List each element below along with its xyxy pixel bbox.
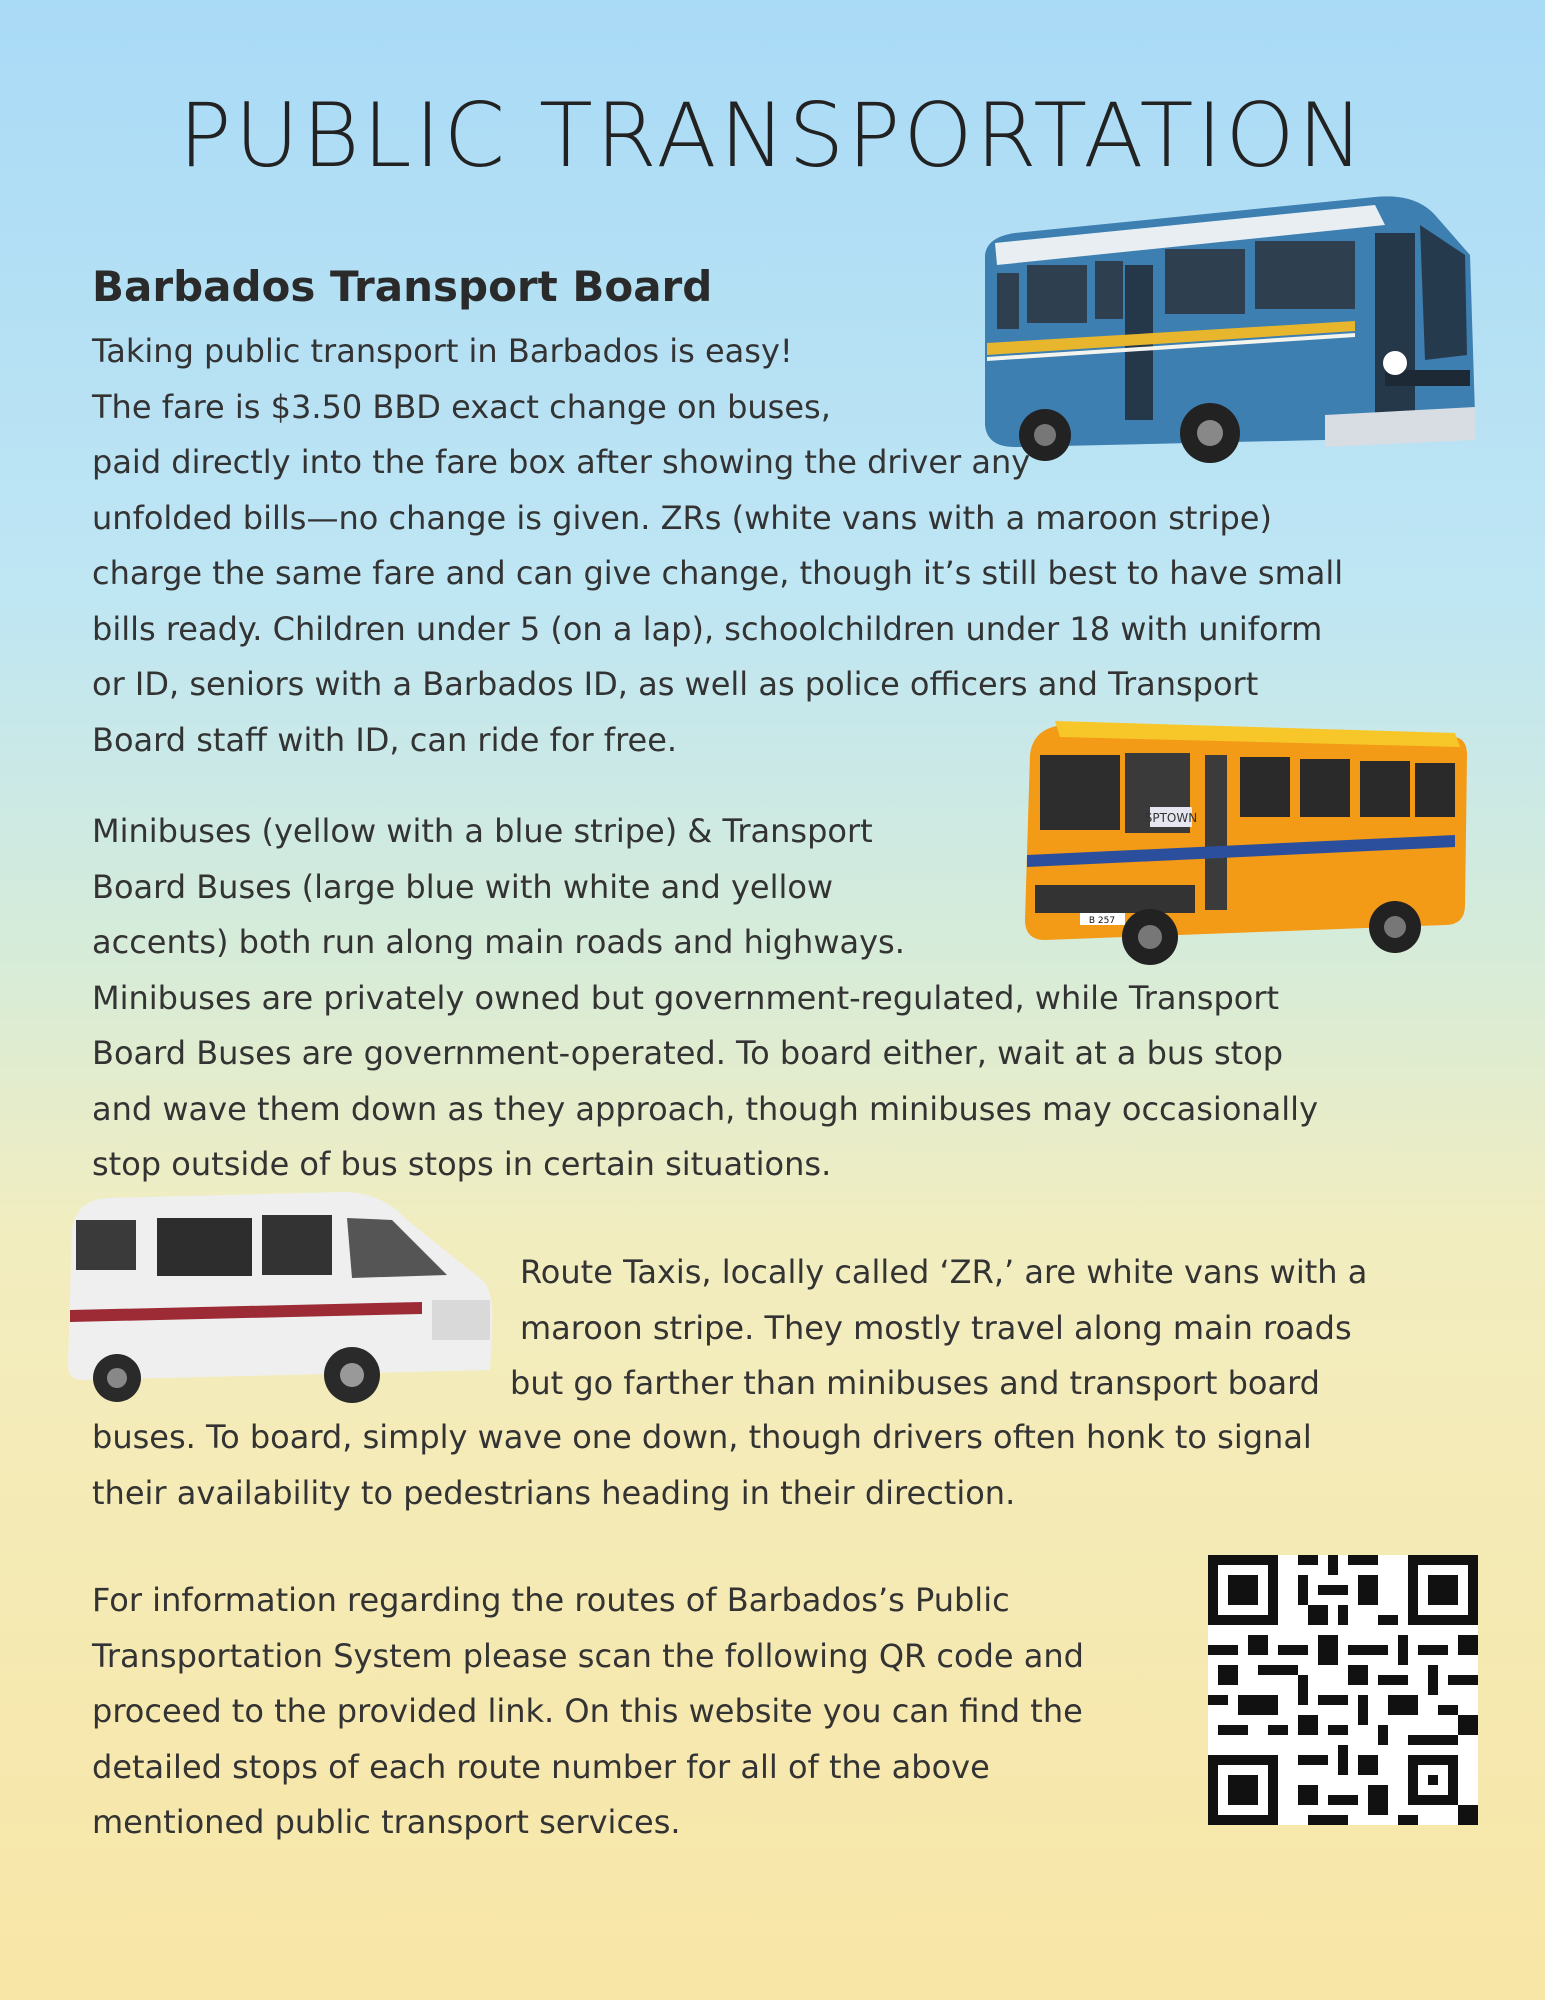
text-line: buses. To board, simply wave one down, though drivers often honk to signal <box>92 1418 1312 1456</box>
text-line: paid directly into the fare box after showing the driver any <box>92 443 1031 481</box>
text-line: Route Taxis, locally called ‘ZR,’ are white vans with a <box>520 1253 1368 1291</box>
text-line: bills ready. Children under 5 (on a lap), schoolchildren under 18 with uniform <box>92 609 1323 648</box>
text-line: The fare is $3.50 BBD exact change on buses, <box>92 387 831 426</box>
route-taxi-paragraph-continued <box>92 1410 1312 1521</box>
section-heading: Barbados Transport Board <box>92 262 713 311</box>
page-title: PUBLIC TRANSPORTATION <box>178 84 1367 187</box>
minibus-license-plate: B 257 <box>1088 916 1116 926</box>
text-line: mentioned public transport services. <box>92 1803 681 1841</box>
text-line: Board staff with ID, can ride for free. <box>92 720 678 759</box>
text-line: stop outside of bus stops in certain situations. <box>92 1145 832 1183</box>
text-line: proceed to the provided link. On this website you can find the <box>92 1692 1083 1730</box>
minibus-paragraph <box>92 804 1318 1193</box>
text-line: and wave them down as they approach, though minibuses may occasionally <box>92 1089 1318 1128</box>
text-line: but go farther than minibuses and transport board <box>510 1364 1320 1402</box>
minibus-destination-sign: SPTOWN <box>1144 811 1198 825</box>
text-line: maroon stripe. They mostly travel along main roads <box>520 1308 1352 1347</box>
text-line: Minibuses (yellow with a blue stripe) & Transport <box>92 812 873 850</box>
text-line: detailed stops of each route number for all of the above <box>92 1747 990 1786</box>
text-line: Board Buses (large blue with white and yellow <box>92 867 834 906</box>
text-line: unfolded bills—no change is given. ZRs (white vans with a maroon stripe) <box>92 498 1272 537</box>
route-taxi-paragraph <box>510 1245 1368 1412</box>
text-line: or ID, seniors with a Barbados ID, as well as police officers and Transport <box>92 665 1259 703</box>
text-line: Board Buses are government-operated. To board either, wait at a bus stop <box>92 1034 1284 1072</box>
fare-paragraph <box>92 324 1343 768</box>
text-line: their availability to pedestrians heading in their direction. <box>92 1473 1016 1512</box>
text-line: Transportation System please scan the following QR code and <box>92 1636 1084 1675</box>
route-info-paragraph <box>92 1573 1084 1851</box>
text-line: Taking public transport in Barbados is easy! <box>92 332 793 370</box>
text-line: Minibuses are privately owned but government-regulated, while Transport <box>92 978 1280 1017</box>
text-line: charge the same fare and can give change, though it’s still best to have small <box>92 554 1344 592</box>
text-line: For information regarding the routes of Barbados’s Public <box>92 1581 1010 1619</box>
text-line: accents) both run along main roads and highways. <box>92 923 905 961</box>
zr-van-image <box>62 1180 502 1410</box>
route-info-qr-code[interactable] <box>1208 1555 1478 1825</box>
